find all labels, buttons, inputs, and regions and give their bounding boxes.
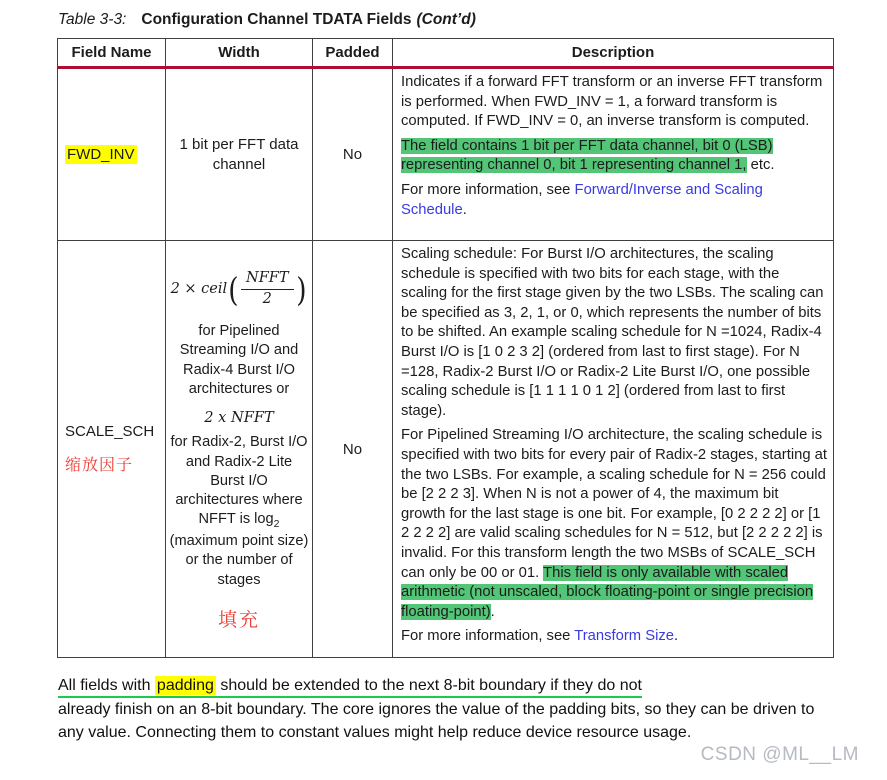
table-caption-number: Table 3-3: [58,11,127,28]
formula-close-paren: ) [295,270,307,310]
footer-paragraph [58,674,818,745]
fwd-inv-width-text: 1 bit per FFT data channel [179,135,299,173]
fwd-inv-padded-cell: No [313,68,393,241]
fwd-inv-field-name-cell [58,68,166,241]
scale-sch-green-highlight: This field is only available with scaled arithmetic (not unscaled, block floating-point or single precision floating-point) [401,564,814,620]
table-caption [58,11,476,29]
fwd-inv-desc-etc: etc. [746,157,775,174]
scale-sch-field-name: SCALE_SCH [65,423,155,440]
table-row-fwd-inv [58,68,834,241]
scale-sch-width-italic: 2 x NFFT [204,409,274,427]
scale-sch-more-info-prefix: For more information, see [401,628,575,645]
scale-sch-description-cell [393,241,834,658]
header-cell-field-name: Field Name [58,39,166,68]
scale-sch-more-info-period: . [674,628,679,645]
fwd-inv-more-info [401,181,827,220]
formula-open-paren: ( [228,270,239,310]
scale-sch-width-text-2b: (maximum point size) or the number of stages [169,533,309,588]
fwd-inv-desc-paragraph: Indicates if a forward FFT transform or an inverse FFT transform is performed. When FWD_INV = 1, a forward transform is computed. If FWD_INV = 0, an inverse transform is computed. [401,74,823,130]
scale-sch-desc-paragraph-1: Scaling schedule: For Burst I/O architectures, the scaling schedule is specified with two bits for each stage, with the scaling for the first stage given by the two LSBs. The scaling can be specified as 3, 2, 1, or 0, which represents the number of bits to be shifted. An example scaling schedule for N =1024, Radix-4 Burst I/O is [1 0 2 3 2] (ordered from last to first stage). For N =128, Radix-2 Burst I/O or Radix-2 Lite Burst I/O, one possible scaling schedule is [1 1 1 1 0 1 2] (ordered from last to first stage). [401,246,824,419]
log-subscript: 2 [273,518,280,531]
footer-seg2: should be extended to the next 8-bit boundary if they do not [215,677,642,694]
fwd-inv-yellow-highlight: FWD_INV [67,146,135,163]
formula-coefficient: 2 × ceil [170,281,228,298]
header-cell-width: Width [166,39,313,68]
fwd-inv-more-info-period: . [462,201,467,218]
formula-denominator: 2 [262,291,272,308]
ceil-formula [169,271,309,308]
table-header-row [58,39,834,68]
link-transform-size[interactable]: Transform Size [574,628,675,645]
footer-rest: already finish on an 8-bit boundary. The core ignores the value of the padding bits, so they can be driven to any value. Connecting them to constant values might help reduce device resource usage. [58,700,815,741]
table-caption-title: Configuration Channel TDATA Fields [141,11,412,28]
footer-seg1: All fields with [58,677,155,694]
scale-sch-desc-p2-period: . [490,603,495,620]
red-annotation-padding: 填充 [217,609,260,631]
scale-sch-field-name-cell [58,241,166,658]
header-cell-padded: Padded [313,39,393,68]
scale-sch-width-text-2 [169,433,309,590]
table-row-scale-sch [58,241,834,658]
fwd-inv-more-info-prefix: For more information, see [401,181,575,198]
fwd-inv-desc-highlight-paragraph [401,137,827,176]
footer-yellow-highlight-padding: padding [156,677,214,694]
scale-sch-desc-paragraph-2 [401,426,827,622]
scale-sch-more-info [401,627,827,647]
scale-sch-desc-p2-text: For Pipelined Streaming I/O architecture, the scaling schedule is specified with two bits for every pair of Radix-2 stages, starting at the two LSBs. For example, a scaling schedule for N = 256 could be [2 2 2 3]. When N is not a power of 4, the maximum bit growth for the last stage is one bit. For example, [0 2 2 2 2] or [1 2 2 2 2] are valid scaling schedules for N = 512, but [2 2 2 2 2] is invalid. For this transform length the two MSBs of SCALE_SCH can only be 00 or 01. [401,427,828,581]
link-forward-inverse-scaling-schedule[interactable]: Forward/Inverse and Scaling Schedule [401,181,763,218]
table-caption-contd: (Cont’d) [416,11,476,28]
formula-fraction [241,271,293,308]
scale-sch-width-text-2a: for Radix-2, Burst I/O and Radix-2 Lite Burst I/O architectures where NFFT is log [170,434,308,528]
fwd-inv-description-cell [393,68,834,241]
formula-numerator: NFFT [241,271,293,290]
scale-sch-padded-cell: No [313,241,393,658]
fwd-inv-green-highlight: The field contains 1 bit per FFT data channel, bit 0 (LSB) representing channel 0, bit 1 representing channel 1, [401,137,773,174]
header-cell-description: Description [393,39,834,68]
red-annotation-scale-factor: 缩放因子 [65,457,134,474]
fwd-inv-width-cell [166,68,313,241]
csdn-watermark: CSDN @ML__LM [700,744,859,765]
scale-sch-width-text-1: for Pipelined Streaming I/O and Radix-4 Burst I/O architectures or [179,323,299,397]
scale-sch-width-cell [166,241,313,658]
config-tdata-fields-table [57,38,834,658]
green-underlined-segment [58,677,642,698]
